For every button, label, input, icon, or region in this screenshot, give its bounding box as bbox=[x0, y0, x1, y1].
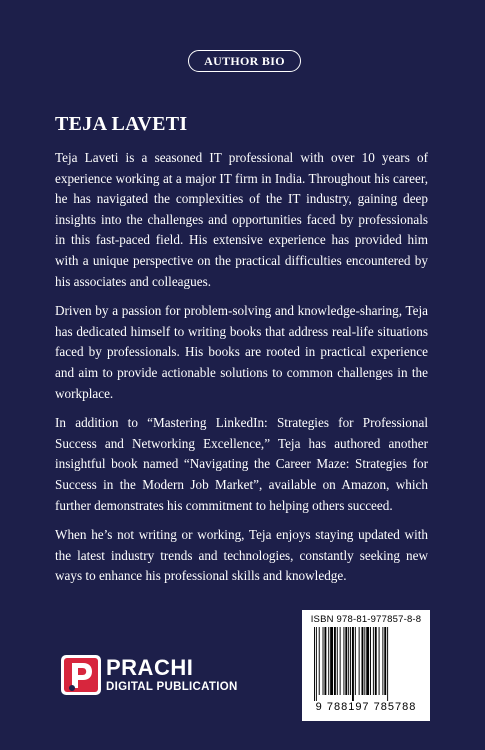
barcode-bar bbox=[319, 627, 320, 695]
bio-paragraph: In addition to “Mastering LinkedIn: Strategies for Professional Success and Networking Excellence,” Teja has authored another insightful book named “Navigating the Career Maze: Strategies for Success in the Modern Job Market”, available on Amazon, which further demonstrates his commitment to helping others succeed. bbox=[55, 415, 428, 513]
publisher-name: PRACHI bbox=[106, 655, 194, 680]
barcode-bar bbox=[330, 627, 333, 695]
barcode-bar bbox=[314, 627, 315, 701]
barcode-bar bbox=[382, 627, 383, 695]
barcode-bar bbox=[350, 627, 351, 695]
barcode-bar bbox=[359, 627, 360, 695]
barcode-bar bbox=[373, 627, 374, 695]
barcode-number: 9 788197 785788 bbox=[315, 701, 417, 713]
bio-body bbox=[55, 148, 428, 596]
publisher-block bbox=[60, 654, 260, 700]
barcode-bar bbox=[337, 627, 338, 695]
isbn-label: ISBN 978-81-977857-8-8 bbox=[310, 614, 422, 625]
author-bio-label: AUTHOR BIO bbox=[204, 53, 285, 68]
barcode-bar bbox=[366, 627, 369, 695]
barcode-bar bbox=[324, 627, 326, 695]
barcode-bar bbox=[316, 627, 317, 701]
barcode-bar bbox=[364, 627, 365, 695]
bio-paragraph: Teja Laveti is a seasoned IT professional with over 10 years of experience working at a major IT firm in India. Throughout his career, he has navigated the complexities of the IT industry, gaining deep insights into the challenges and opportunities faced by professionals in this fast-paced field. His extensive experience has provided him with a unique perspective on the practical difficulties encountered by his associates and colleagues. bbox=[55, 150, 428, 289]
publisher-subtitle: DIGITAL PUBLICATION bbox=[106, 681, 238, 693]
barcode-bar bbox=[352, 627, 354, 701]
barcode-bar bbox=[370, 627, 371, 695]
barcode-bar bbox=[384, 627, 386, 695]
isbn-barcode-box bbox=[302, 610, 430, 721]
barcode-bar bbox=[375, 627, 377, 695]
barcode-icon bbox=[312, 627, 420, 701]
barcode-bar bbox=[355, 627, 356, 695]
barcode-bar bbox=[340, 627, 341, 695]
barcode-bar bbox=[345, 627, 347, 695]
bio-paragraph: When he’s not writing or working, Teja enjoys staying updated with the latest industry trends and technologies, constantly seeking new ways to enhance his professional skills and knowledge. bbox=[55, 527, 428, 584]
author-bio-badge bbox=[188, 50, 301, 72]
barcode-bar bbox=[343, 627, 344, 695]
barcode-bar bbox=[348, 627, 349, 695]
barcode-bar bbox=[328, 627, 329, 695]
bio-paragraph: Driven by a passion for problem-solving and knowledge-sharing, Teja has dedicated himself to writing books that address real-life situations faced by professionals. His books are rooted in practical experience and aim to provide actionable solutions to common challenges in the workplace. bbox=[55, 303, 428, 401]
barcode-bar bbox=[379, 627, 380, 695]
barcode-bar bbox=[362, 627, 364, 695]
prachi-p-logo-icon bbox=[60, 654, 102, 696]
barcode-bar bbox=[334, 627, 336, 695]
barcode-bar bbox=[323, 627, 324, 695]
barcode-bar bbox=[387, 627, 388, 701]
author-name: TEJA LAVETI bbox=[55, 113, 188, 135]
